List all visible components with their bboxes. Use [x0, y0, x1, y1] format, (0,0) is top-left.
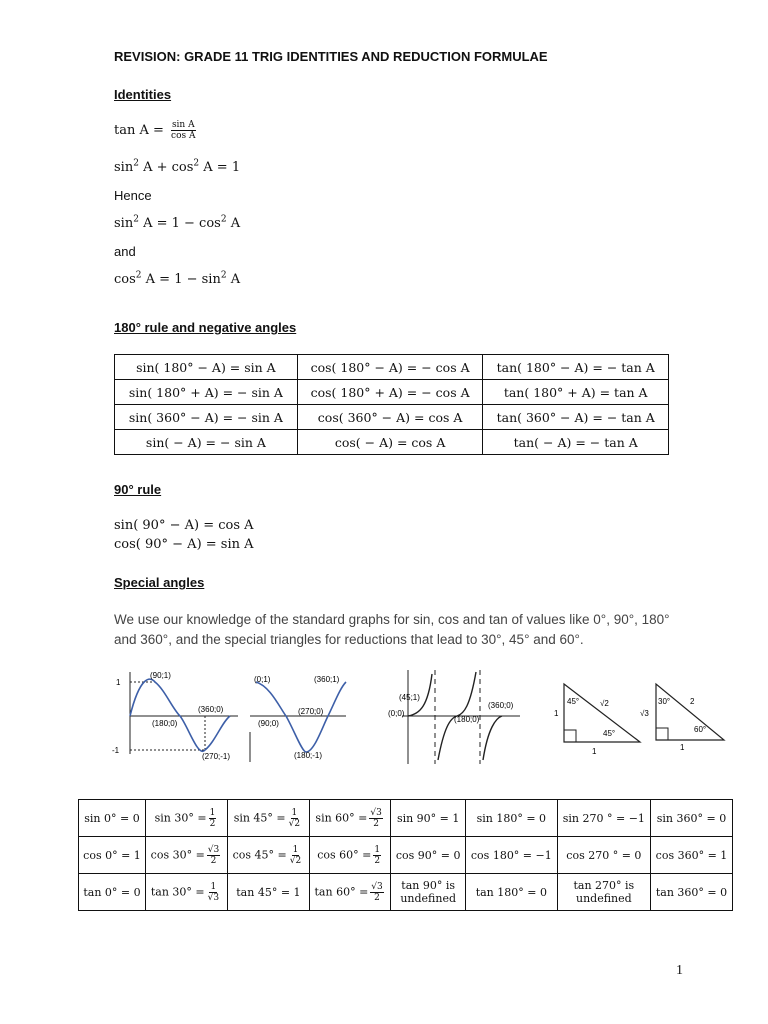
table-cell: cos( − A) = cos A — [297, 430, 483, 455]
table-cell — [309, 800, 391, 837]
fraction — [209, 808, 217, 829]
special-angles-heading: Special angles — [114, 575, 205, 590]
identity-sin-squared — [114, 216, 240, 231]
identity-part: A + cos — [143, 160, 194, 175]
table-cell: tan( − A) = − tan A — [483, 430, 669, 455]
table-cell: sin( 180° − A) = sin A — [115, 355, 298, 380]
y-label: 1 — [116, 678, 121, 687]
angle-label: 60° — [694, 725, 707, 734]
fraction — [207, 882, 220, 903]
table-cell: cos 90° = 0 — [391, 837, 465, 874]
numerator: √3 — [371, 881, 383, 892]
table-cell: sin( 180° + A) = − sin A — [115, 380, 298, 405]
point-label: (180;-1) — [294, 751, 323, 760]
table-cell — [146, 837, 228, 874]
table-row — [115, 380, 669, 405]
rule180-heading: 180° rule and negative angles — [114, 320, 297, 335]
table-cell: tan 0° = 0 — [79, 874, 146, 911]
table-cell: tan 360° = 0 — [650, 874, 732, 911]
table-cell: sin 90° = 1 — [391, 800, 465, 837]
cell-line: tan 90° is — [401, 879, 456, 892]
denominator: 2 — [209, 818, 216, 829]
sine-graph — [112, 671, 238, 761]
point-label: (90;0) — [258, 719, 279, 728]
table-cell: cos( 180° + A) = − cos A — [297, 380, 483, 405]
cell-text: sin 60° = — [315, 811, 368, 824]
superscript: 2 — [135, 270, 142, 281]
identity-part: sin — [114, 216, 134, 231]
table-row — [115, 430, 669, 455]
denominator: √2 — [289, 855, 302, 866]
numerator: 1 — [292, 844, 299, 855]
denominator: 2 — [210, 855, 217, 866]
fraction — [369, 808, 382, 829]
table-row — [79, 800, 733, 837]
superscript: 2 — [133, 158, 139, 169]
table-cell: tan 180° = 0 — [465, 874, 557, 911]
cell-text: tan 30° = — [150, 885, 205, 898]
point-label: (360;0) — [198, 705, 224, 714]
identity-part: A — [230, 216, 241, 231]
table-cell: sin 180° = 0 — [465, 800, 557, 837]
point-label: (90;1) — [150, 671, 171, 680]
rule90-line-1: sin( 90° − A) = cos A — [114, 518, 254, 533]
superscript: 2 — [220, 270, 227, 281]
point-label: (360;1) — [314, 675, 340, 684]
side-label: 2 — [690, 697, 695, 706]
identity-part: A — [230, 272, 241, 287]
table-cell — [557, 874, 650, 911]
table-cell: cos 270 ° = 0 — [557, 837, 650, 874]
tangent-branch — [483, 716, 502, 760]
identity-tan-lhs: tan A = — [114, 123, 164, 138]
identities-heading: Identities — [114, 87, 172, 102]
side-label: √2 — [600, 699, 609, 708]
identity-part: cos — [114, 272, 136, 287]
special-angles-paragraph: We use our knowledge of the standard graphs for sin, cos and tan of values like 0°, 90°, 180° and 360°, and the special triangles for reductions that lead to 30°, 45° and 60°. — [114, 612, 670, 647]
and-label: and — [114, 244, 136, 259]
numerator: 1 — [210, 881, 217, 892]
table-cell — [146, 874, 228, 911]
side-label: 1 — [680, 743, 685, 752]
tangent-graph — [388, 670, 520, 764]
table-cell: cos( 180° − A) = − cos A — [297, 355, 483, 380]
table-row — [115, 405, 669, 430]
angle-label: 45° — [603, 729, 616, 738]
cell-text: sin 30° = — [154, 811, 207, 824]
reduction-table — [114, 354, 669, 455]
table-cell: sin 270 ° = −1 — [557, 800, 650, 837]
identity-pythagorean — [114, 160, 240, 175]
special-angles-table — [78, 799, 733, 911]
identity-part: sin — [114, 160, 134, 175]
triangle-45 — [554, 684, 640, 756]
identity-part: A = 1 — [203, 160, 241, 175]
denominator: √2 — [288, 818, 301, 829]
numerator: 1 — [209, 807, 216, 818]
table-cell — [391, 874, 465, 911]
point-label: (180;0) — [152, 719, 178, 728]
superscript: 2 — [193, 158, 200, 169]
cell-text: cos 60° = — [317, 848, 372, 861]
cell-text: sin 45° = — [233, 811, 286, 824]
point-label: (0;1) — [254, 675, 271, 684]
table-cell — [309, 837, 391, 874]
right-angle-mark — [564, 730, 576, 742]
page-title: REVISION: GRADE 11 TRIG IDENTITIES AND REDUCTION FORMULAE — [114, 49, 548, 64]
angle-label: 30° — [658, 697, 671, 706]
cell-text: cos 45° = — [232, 848, 287, 861]
fraction — [370, 882, 383, 903]
table-cell — [227, 800, 309, 837]
table-cell: tan( 180° + A) = tan A — [483, 380, 669, 405]
table-cell: sin( − A) = − sin A — [115, 430, 298, 455]
numerator: 1 — [291, 807, 298, 818]
table-cell — [146, 800, 228, 837]
point-label: (360;0) — [488, 701, 514, 710]
point-label: (270;-1) — [202, 752, 231, 761]
denominator: 2 — [374, 855, 381, 866]
triangle-outline — [656, 684, 724, 740]
triangle-30-60 — [640, 684, 724, 752]
table-row — [115, 355, 669, 380]
identity-cos-squared — [114, 272, 240, 287]
superscript: 2 — [133, 214, 139, 225]
numerator: 1 — [374, 844, 381, 855]
point-label: (0;0) — [388, 709, 405, 718]
cell-text: tan 60° = — [314, 885, 369, 898]
table-cell — [227, 837, 309, 874]
identity-tan-fraction — [170, 120, 196, 141]
denominator: √3 — [207, 892, 220, 903]
fraction — [207, 845, 220, 866]
table-cell: tan 45° = 1 — [227, 874, 309, 911]
table-cell: sin( 360° − A) = − sin A — [115, 405, 298, 430]
sine-curve — [130, 679, 230, 751]
table-cell: cos( 360° − A) = cos A — [297, 405, 483, 430]
denominator: 2 — [373, 818, 379, 829]
fraction — [289, 845, 302, 866]
identity-part: A = 1 − sin — [145, 272, 221, 287]
table-row — [79, 874, 733, 911]
graphs-figure — [110, 668, 740, 770]
table-cell: cos 0° = 1 — [79, 837, 146, 874]
table-cell: tan( 180° − A) = − tan A — [483, 355, 669, 380]
numerator: √3 — [370, 807, 382, 818]
page-number: 1 — [676, 963, 683, 978]
angle-label: 45° — [567, 697, 580, 706]
side-label: √3 — [640, 709, 649, 718]
point-label: (45;1) — [399, 693, 420, 702]
identity-tan-denominator: cos A — [171, 131, 196, 141]
cell-line: undefined — [400, 892, 457, 905]
denominator: 2 — [374, 892, 380, 903]
point-label: (180;0) — [454, 715, 480, 724]
hence-label: Hence — [114, 188, 152, 203]
right-angle-mark — [656, 728, 668, 740]
cell-line: undefined — [576, 892, 632, 905]
y-label: -1 — [112, 746, 120, 755]
cell-text: cos 30° = — [150, 848, 205, 861]
identity-tan-numerator: sin A — [171, 120, 195, 130]
side-label: 1 — [592, 747, 597, 756]
identity-tan — [114, 120, 199, 141]
triangle-outline — [564, 684, 640, 742]
identity-part: A = 1 − cos — [143, 216, 221, 231]
rule90-heading: 90° rule — [114, 482, 162, 497]
cosine-curve — [256, 682, 346, 752]
point-label: (270;0) — [298, 707, 324, 716]
table-cell: sin 0° = 0 — [79, 800, 146, 837]
numerator: √3 — [207, 844, 220, 855]
table-cell: cos 180° = −1 — [465, 837, 557, 874]
side-label: 1 — [554, 709, 559, 718]
cell-line: tan 270° is — [573, 879, 635, 892]
table-cell: cos 360° = 1 — [650, 837, 732, 874]
superscript: 2 — [220, 214, 227, 225]
cosine-graph — [250, 675, 346, 762]
fraction — [373, 845, 381, 866]
table-row — [79, 837, 733, 874]
rule90-line-2: cos( 90° − A) = sin A — [114, 537, 254, 552]
table-cell: sin 360° = 0 — [650, 800, 732, 837]
table-cell: tan( 360° − A) = − tan A — [483, 405, 669, 430]
fraction — [288, 808, 301, 829]
table-cell — [309, 874, 391, 911]
